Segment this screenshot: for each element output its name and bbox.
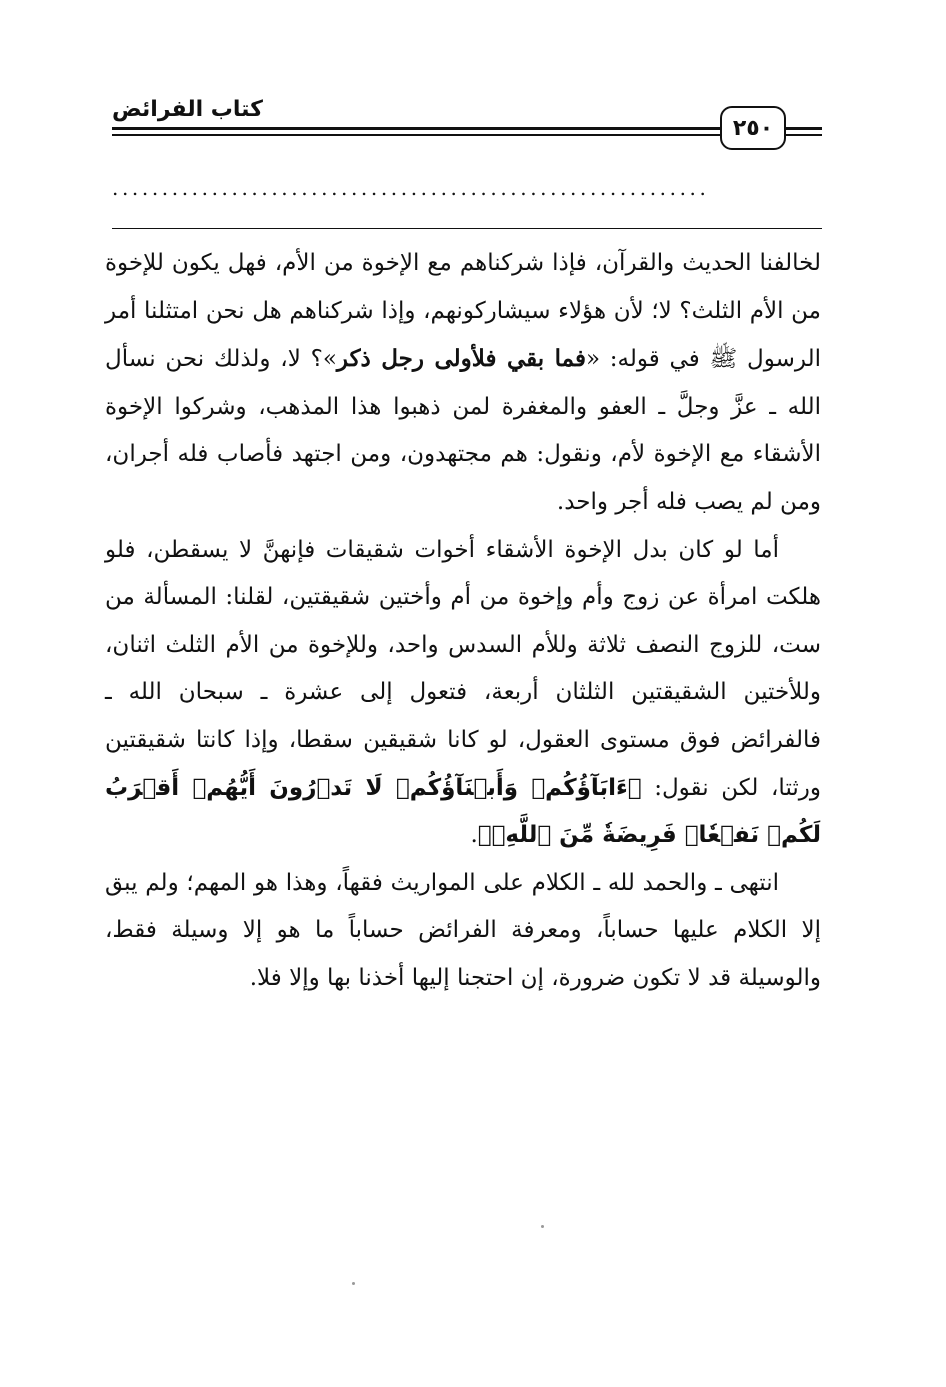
paragraph-3-text: انتهى ـ والحمد لله ـ الكلام على المواريث فقهاً، وهذا هو المهم؛ ولم يبق إلا الكلام عليها حساباً، ومعرفة الفرائض حساباً ما هو إلا وسيلة فقط، والوسيلة قد لا تكون ضرورة، إن احتجنا إليها أخذنا بها وإلا فلا. [105,869,821,991]
paragraph-2-text-a: أما لو كان بدل الإخوة الأشقاء أخوات شقيقات فإنهنَّ لا يسقطن، فلو هلكت امرأة عن زوج وأم وإخوة من أم وأختين شقيقتين، لقلنا: المسألة من ست، للزوج النصف ثلاثة وللأم السدس واحد، وللإخوة من الأم الثلث اثنان، وللأختين الشقيقتين الثلثان أربعة، فتعول إلى عشرة ـ سبحان الله ـ فالفرائض فوق مستوى العقول، لو كانا شقيقين سقطا، وإذا كانتا شقيقتين ورثتا، لكن نقول: [105,536,821,801]
header-rule-thin [112,134,720,136]
separator-rule [112,228,822,229]
main-text [105,240,821,1003]
paragraph-2-text-b: . [470,822,478,849]
paragraph-3 [105,860,821,1003]
paragraph-1 [105,240,821,527]
header-rule-right-thin [785,134,822,136]
page-number: ٢٥٠ [732,115,774,141]
page-header [0,0,946,160]
page-number-box [720,106,786,150]
scan-speck [541,1225,544,1228]
quran-verse: ﴿ءَابَآؤُكُمۡ وَأَبۡنَآؤُكُمۡ لَا تَدۡرُونَ أَيُّهُمۡ أَقۡرَبُ لَكُمۡ نَفۡعٗاۚ فَرِيضَةٗ مِّنَ ٱللَّهِۗ﴾ [105,774,821,849]
header-rule-right-thick [785,127,822,130]
paragraph-1-text-b: »؟ لا، ولذلك نحن نسأل الله ـ عزَّ وجلَّ ـ العفو والمغفرة لمن ذهبوا هذا المذهب، وشركوا الإخوة الأشقاء مع الإخوة لأم، ونقول: هم مجتهدون، ومن اجتهد فأصاب فله أجران، ومن لم يصب فله أجر واحد. [105,346,821,515]
paragraph-1-text-a: لخالفنا الحديث والقرآن، فإذا شركناهم مع الإخوة من الأم، فهل يكون للإخوة من الأم الثلث؟ لا؛ لأن هؤلاء سيشاركونهم، وإذا شركناهم هل نحن امتثلنا أمر الرسول ﷺ في قوله: « [105,250,821,373]
hadith-quote: فما بقي فلأولى رجل ذكر [336,345,586,373]
scan-speck [352,1282,355,1285]
dotted-separator: ............................................................ [112,176,710,200]
paragraph-2 [105,527,821,860]
header-rule-thick [112,127,720,130]
book-title: كتاب الفرائض [112,97,263,122]
